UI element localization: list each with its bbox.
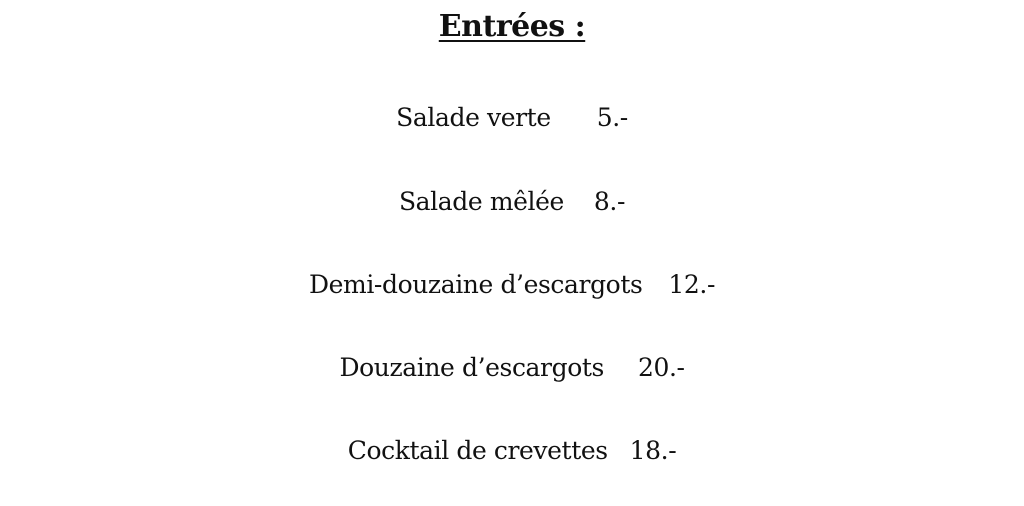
menu-item-name: Salade verte: [396, 103, 551, 132]
menu-section-title: [0, 6, 1024, 48]
menu-item-demi-douzaine-escargots: [0, 268, 1024, 302]
menu-item-salade-verte: [0, 101, 1024, 135]
menu-item-douzaine-escargots: [0, 351, 1024, 385]
menu-item-price: 18.-: [629, 436, 677, 465]
menu-item-cocktail-crevettes: [0, 434, 1024, 468]
menu-item-price: 20.-: [637, 353, 685, 382]
menu-item-name: Salade mêlée: [398, 187, 564, 216]
menu-item-price: 8.-: [593, 187, 626, 216]
menu-item-name: Cocktail de crevettes: [347, 436, 608, 465]
menu-item-price: 12.-: [668, 270, 716, 299]
menu-item-salade-melee: [0, 185, 1024, 219]
menu-item-name: Douzaine d’escargots: [339, 353, 604, 382]
menu-item-name: Demi-douzaine d’escargots: [308, 270, 643, 299]
menu-section-title-text: Entrées :: [438, 9, 586, 44]
menu-item-price: 5.-: [596, 103, 628, 132]
